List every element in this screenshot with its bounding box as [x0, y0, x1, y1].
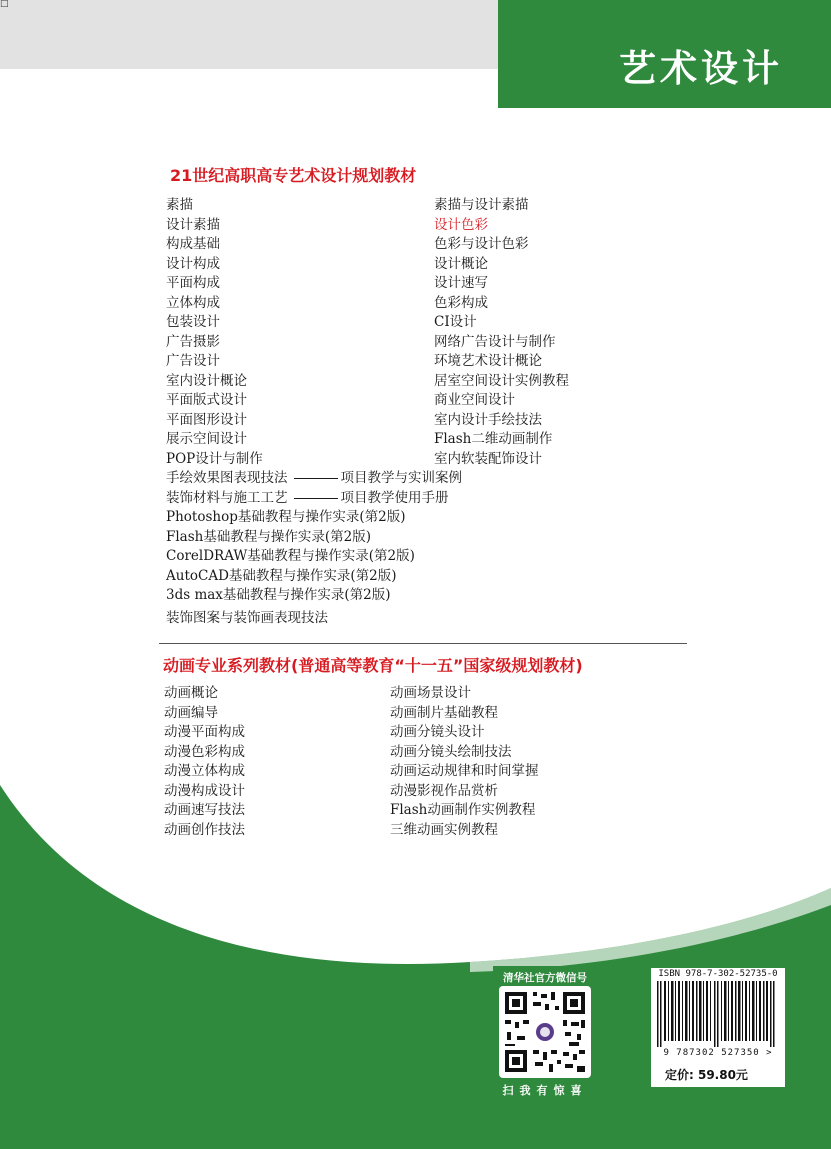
- book-title: 色彩与设计色彩: [434, 236, 529, 252]
- book-title: 动漫平面构成: [164, 724, 245, 740]
- book-title: 三维动画实例教程: [390, 821, 498, 838]
- book-title: Flash动画制作实例教程: [390, 802, 536, 818]
- book-title: 动漫立体构成: [164, 763, 245, 779]
- book-title: 动画制片基础教程: [390, 704, 498, 721]
- book-title: Flash基础教程与操作实录(第2版): [166, 528, 371, 545]
- book-title: 室内设计概论: [166, 372, 247, 389]
- section2-right-list: [390, 684, 539, 840]
- book-title: 平面构成: [166, 275, 220, 291]
- wechat-qr-panel: [493, 966, 597, 1102]
- barcode-panel: [651, 968, 785, 1087]
- book-title: 室内软装配饰设计: [434, 450, 542, 467]
- book-title: Photoshop基础教程与操作实录(第2版): [166, 509, 406, 525]
- book-title: 动画运动规律和时间掌握: [390, 763, 539, 779]
- section2-left-list: [164, 684, 245, 840]
- book-title: 立体构成: [166, 294, 220, 311]
- book-title: 动漫构成设计: [164, 782, 245, 799]
- book-title: 3ds max基础教程与操作实录(第2版): [166, 587, 391, 603]
- book-title: 网络广告设计与制作: [434, 333, 556, 350]
- series-label: 艺术设计: [619, 47, 783, 90]
- book-title: 平面图形设计: [166, 411, 247, 428]
- book-title: 动画编导: [164, 704, 218, 721]
- book-title: CI设计: [434, 314, 477, 330]
- book-title: 设计素描: [166, 216, 220, 233]
- book-title-highlighted: 设计色彩: [434, 216, 488, 233]
- barcode-icon: [653, 981, 783, 1047]
- book-title: Flash二维动画制作: [434, 431, 553, 447]
- book-subtitle: 项目教学使用手册: [340, 489, 449, 506]
- qr-footer: 扫我有惊喜: [502, 1084, 588, 1097]
- book-title: 手绘效果图表现技法: [166, 470, 288, 486]
- book-title: 动画场景设计: [390, 685, 471, 701]
- book-title: 动画创作技法: [164, 821, 245, 838]
- section1-title: 21世纪高职高专艺术设计规划教材: [170, 166, 417, 185]
- book-title: 设计速写: [434, 275, 488, 291]
- book-title: 商业空间设计: [434, 392, 515, 408]
- book-title: 包装设计: [166, 314, 220, 330]
- section2-title: 动画专业系列教材(普通高等教育“十一五”国家级规划教材): [163, 656, 583, 675]
- book-title: 装饰图案与装饰画表现技法: [166, 609, 328, 626]
- book-title: 室内设计手绘技法: [434, 411, 542, 428]
- book-title: POP设计与制作: [166, 450, 263, 467]
- book-title: 动画分镜头设计: [390, 724, 485, 740]
- book-title: 广告摄影: [166, 333, 220, 350]
- book-title: 展示空间设计: [166, 431, 247, 447]
- price-label: 定价: 59.80元: [665, 1068, 748, 1082]
- book-title: 构成基础: [166, 236, 220, 252]
- book-title: CorelDRAW基础教程与操作实录(第2版): [166, 548, 415, 564]
- book-title: 素描与设计素描: [434, 197, 529, 213]
- book-title: 动画分镜头绘制技法: [390, 743, 512, 760]
- book-title: 平面版式设计: [166, 392, 247, 408]
- qr-code-icon: [499, 986, 591, 1078]
- book-title: 动画概论: [164, 685, 218, 701]
- book-title: 装饰材料与施工工艺: [166, 489, 288, 506]
- section-divider: [159, 643, 687, 644]
- dash-line: [294, 478, 338, 479]
- book-title: 动漫影视作品赏析: [390, 782, 498, 799]
- dash-line: [294, 498, 338, 499]
- book-title: 素描: [166, 197, 193, 213]
- book-pair: [166, 489, 462, 509]
- barcode-digits: 9 787302 527350 >: [663, 1048, 773, 1058]
- section1-left-list: [166, 196, 462, 628]
- book-title: 动漫色彩构成: [164, 743, 245, 760]
- corner-mark: □: [0, 0, 9, 9]
- book-title: 色彩构成: [434, 294, 488, 311]
- book-title: 设计构成: [166, 255, 220, 272]
- isbn-text: ISBN 978-7-302-52735-0: [658, 969, 778, 979]
- book-title: 动画速写技法: [164, 802, 245, 818]
- section1-right-list: [434, 196, 569, 469]
- book-title: 广告设计: [166, 353, 220, 369]
- book-pair: [166, 469, 462, 489]
- book-title: 环境艺术设计概论: [434, 353, 542, 369]
- book-title: 居室空间设计实例教程: [434, 372, 569, 389]
- book-title: AutoCAD基础教程与操作实录(第2版): [166, 567, 397, 584]
- qr-header: 清华社官方微信号: [503, 972, 587, 984]
- book-title: 设计概论: [434, 255, 488, 272]
- book-subtitle: 项目教学与实训案例: [340, 470, 462, 486]
